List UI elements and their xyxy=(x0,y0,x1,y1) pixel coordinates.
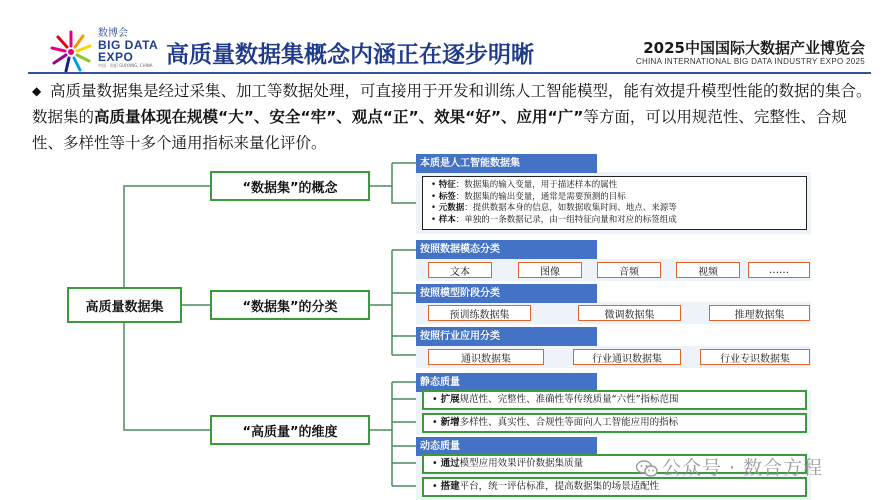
modality-header: 按照数据模态分类 xyxy=(416,240,597,259)
logo-sub: 中国 · 贵阳 GUIYANG, CHINA xyxy=(98,63,153,68)
modality-tag: 音频 xyxy=(597,262,661,278)
dynamic-quality-header: 动态质量 xyxy=(416,437,597,456)
connector-quality-bracket xyxy=(370,382,422,486)
logo-en-line1: BIG DATA xyxy=(98,38,159,52)
connector-root-quality xyxy=(124,323,210,430)
industry-header: 按照行业应用分类 xyxy=(416,327,597,346)
stage-tag: 推理数据集 xyxy=(709,305,810,321)
logo-en-line2: EXPO xyxy=(98,50,134,64)
watermark-text: 公众号 · 数合方程 xyxy=(662,457,824,479)
intro-text-bold: 高质量体现在规模“大”、安全“牢”、观点“正”、效果“好”、应用“广” xyxy=(94,108,584,126)
industry-tag: 通识数据集 xyxy=(428,349,544,365)
static-quality-item: • 扩展规范性、完整性、准确性等传统质量“六性”指标范围 xyxy=(422,390,807,410)
static-quality-header: 静态质量 xyxy=(416,373,597,392)
static-quality-item: • 新增多样性、真实性、合规性等面向人工智能应用的指标 xyxy=(422,413,807,433)
modality-tag: 文本 xyxy=(428,262,492,278)
stage-tag: 微调数据集 xyxy=(578,305,681,321)
intro-text-part2: 等方面，可以用规范性、完整性、合规性、多样性等十多个通用指标来量化评价。 xyxy=(32,108,847,152)
concept-features-box xyxy=(422,176,807,230)
feature-item: • 样本：单独的一条数据记录，由一组特征向量和对应的标签组成 xyxy=(431,214,677,225)
industry-tag: 行业通识数据集 xyxy=(573,349,681,365)
stage-tag: 预训练数据集 xyxy=(428,305,531,321)
root-node: 高质量数据集 xyxy=(67,287,182,323)
stage-header: 按照模型阶段分类 xyxy=(416,284,597,303)
concept-node: “数据集”的概念 xyxy=(210,171,370,201)
logo-cn: 数博会 xyxy=(98,28,128,39)
modality-tag: 图像 xyxy=(518,262,582,278)
modality-tag: 视频 xyxy=(676,262,740,278)
dynamic-quality-item: • 搭建平台，统一评估标准，提高数据集的场景适配性 xyxy=(422,477,807,497)
dynamic-quality-item: • 通过模型应用效果评价数据集质量 xyxy=(422,454,807,474)
connector-concept-bracket xyxy=(370,163,422,203)
feature-item: • 元数据：提供数据本身的信息，如数据收集时间、地点、来源等 xyxy=(431,203,677,213)
wechat-icon xyxy=(636,460,658,478)
modality-tag: …… xyxy=(748,262,810,278)
slide-title: 高质量数据集概念内涵正在逐步明晰 xyxy=(166,42,534,68)
quality-node: “高质量”的维度 xyxy=(210,415,370,445)
concept-header: 本质是人工智能数据集 xyxy=(416,154,597,173)
connector-root-trunk xyxy=(124,186,210,287)
feature-item: • 标签：数据集的输出变量，通常是需要预测的目标 xyxy=(431,191,626,202)
expo-name-cn: 2025中国国际大数据产业博览会 xyxy=(643,39,865,57)
diamond-bullet-icon: ◆ xyxy=(32,84,42,98)
feature-item: • 特征：数据集的输入变量，用于描述样本的属性 xyxy=(431,180,618,190)
classification-node: “数据集”的分类 xyxy=(210,290,370,320)
industry-tag: 行业专识数据集 xyxy=(700,349,810,365)
wechat-watermark xyxy=(636,453,823,480)
expo-name-en: CHINA INTERNATIONAL BIG DATA INDUSTRY EXPO 2025 xyxy=(635,57,865,66)
connector-classification-bracket xyxy=(370,250,416,355)
intro-text-part1: 高质量数据集是经过采集、加工等数据处理，可直接用于开发和训练人工智能模型，能有效提升模型性能的数据的集合。数据集的 xyxy=(32,82,872,126)
